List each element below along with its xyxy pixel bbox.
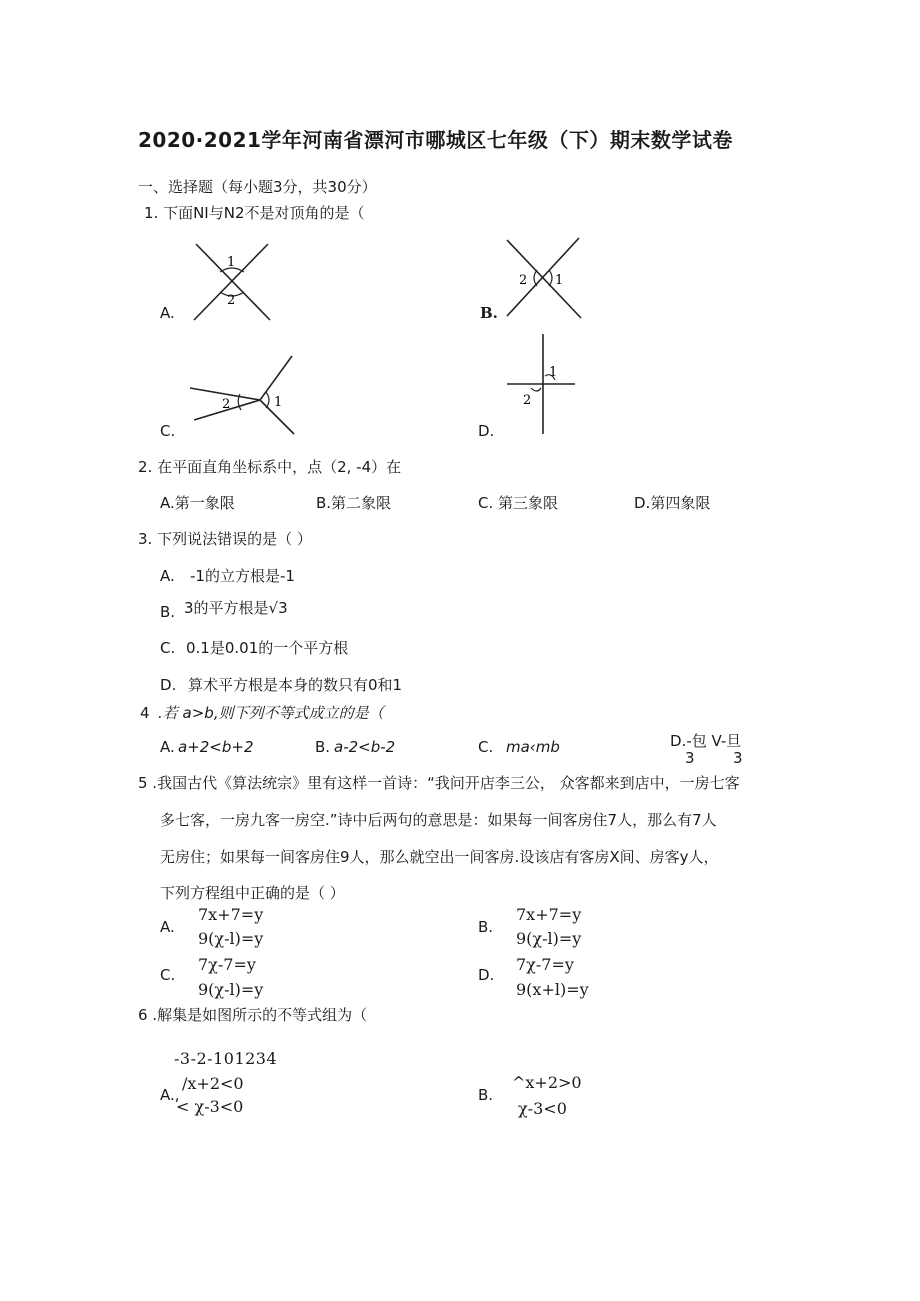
q5-option-b-label: B. [478,918,494,936]
q2-option-a: A.第一象限 [160,494,235,512]
q4-option-d-denominator-left: 3 [685,749,695,767]
page-title: 2020·2021学年河南省漂河市哪城区七年级（下）期末数学试卷 [138,128,733,152]
q2-option-d: D.第四象限 [634,494,711,512]
q1d-label-2: 2 [523,393,532,408]
q6-number-line-labels: -3-2-101234 [174,1049,278,1068]
q4-option-b-label: B. [315,738,331,756]
q5-option-a-eq2: 9(χ-l)=y [198,929,264,948]
q6-option-b-eq1: ^x+2>0 [512,1073,582,1092]
q4-option-a-text: a+2<b+2 [178,738,254,756]
q1-option-b-label: B. [480,304,498,322]
q1b-label-2: 2 [519,273,528,288]
q5-option-b-eq1: 7x+7=y [516,905,582,924]
q5-option-c-eq2: 9(χ-l)=y [198,980,264,999]
question-5-line-4: 下列方程组中正确的是（ ） [160,884,345,902]
question-6-stem: 6 .解集是如图所示的不等式组为（ [138,1006,368,1024]
q3-option-c-text: 0.1是0.01的一个平方根 [186,639,349,657]
question-5-line-3: 无房住；如果每一间客房住9人，那么就空出一间客房.设该店有客房X间、房客y人， [160,848,719,866]
q4-option-a-label: A. [160,738,175,756]
q6-option-a-eq2: < χ-3<0 [176,1097,244,1116]
q1d-label-1: 1 [549,365,558,380]
q1b-label-1: 1 [555,273,564,288]
q1c-label-2: 2 [222,397,231,412]
q4-option-d-denominator-right: 3 [733,749,743,767]
q5-option-c-label: C. [160,966,176,984]
q3-option-c-label: C. [160,639,176,657]
q6-option-a-label: A., [160,1086,180,1104]
q2-option-b: B.第二象限 [316,494,392,512]
q4-option-d-top: D.-包 V-旦 [670,732,742,750]
q5-option-a-eq1: 7x+7=y [198,905,264,924]
q3-option-b-text: 3的平方根是√3 [184,599,288,617]
q3-option-d-text: 算术平方根是本身的数只有0和1 [188,676,403,694]
question-4-number: 4 [140,704,150,722]
q6-option-b-eq2: χ-3<0 [518,1099,567,1118]
q5-option-d-eq2: 9(x+l)=y [516,980,589,999]
q4-option-c-text: ma‹mb [506,738,560,756]
q4-option-c-label: C. [478,738,494,756]
q2-option-c: C. 第三象限 [478,494,559,512]
q1-option-b-figure [505,236,585,320]
question-5-line-2: 多七客，一房九客一房空.”诗中后两句的意思是：如果每一间客房住7人，那么有7人 [160,811,717,829]
question-3-stem: 3. 下列说法错误的是（ ） [138,530,312,548]
q1-option-a-label: A. [160,304,175,322]
q4-option-b-text: a-2<b-2 [334,738,396,756]
question-4-stem: .若 a>b,则下列不等式成立的是（ [158,704,384,722]
section-heading: 一、选择题（每小题3分，共30分） [138,178,377,196]
q1-option-d-figure [505,332,577,436]
q1-option-c-label: C. [160,422,176,440]
question-5-line-1: 5 .我国古代《算法统宗》里有这样一首诗：“我问开店李三公， 众客都来到店中，一房七客 [138,774,740,792]
q3-option-d-label: D. [160,676,177,694]
q6-option-b-label: B. [478,1086,494,1104]
q6-option-a-eq1: /x+2<0 [182,1074,244,1093]
q3-option-a-text: -1的立方根是-1 [190,567,295,585]
q5-option-a-label: A. [160,918,175,936]
q1c-label-1: 1 [274,395,283,410]
q1-option-a-figure [190,240,276,324]
q1a-label-2: 2 [227,293,236,308]
q1a-label-1: 1 [227,255,236,270]
q5-option-b-eq2: 9(χ-l)=y [516,929,582,948]
question-2-stem: 2. 在平面直角坐标系中，点（2, -4）在 [138,458,402,476]
q5-option-c-eq1: 7χ-7=y [198,955,256,974]
question-1-stem: 1. 下面NI与N2不是对顶角的是（ [144,204,365,222]
q3-option-b-label: B. [160,603,176,621]
q3-option-a-label: A. [160,567,175,585]
q5-option-d-eq1: 7χ-7=y [516,955,574,974]
q1-option-c-figure [188,352,298,436]
q5-option-d-label: D. [478,966,495,984]
q1-option-d-label: D. [478,422,495,440]
